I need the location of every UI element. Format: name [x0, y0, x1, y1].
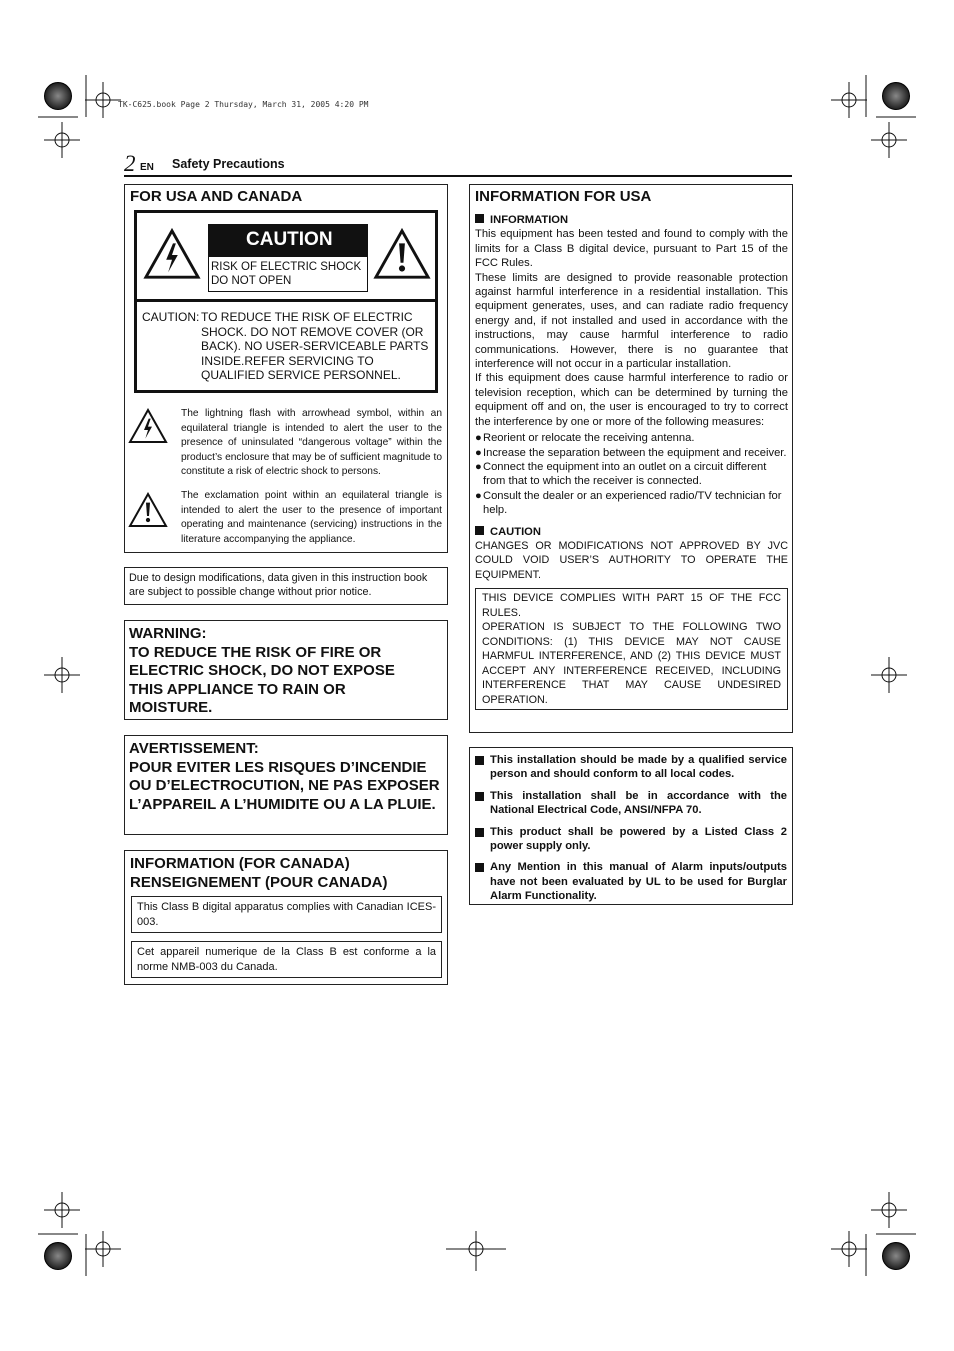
usa-canada-heading: FOR USA AND CANADA — [130, 188, 303, 205]
list-item — [475, 446, 788, 460]
information-subheading — [475, 213, 788, 227]
caution-label-panel — [134, 210, 438, 393]
exclamation-triangle-icon — [373, 227, 431, 281]
bullet-dot-icon: ● — [475, 446, 482, 459]
list-item — [475, 489, 788, 518]
bullet-dot-icon: ● — [475, 460, 482, 473]
list-item-text: Increase the separation between the equipment and receiver. — [483, 446, 787, 459]
fcc-compliance-box — [475, 588, 788, 710]
usa-info-content — [475, 213, 788, 710]
bullet-dot-icon: ● — [475, 489, 482, 502]
warning-label: WARNING: — [129, 625, 207, 642]
canada-fr-box — [131, 941, 442, 978]
fcc-para-2: These limits are designed to provide reasonable protection against harmful interference in a residential installation. This equipment generates, uses, and can radiate radio frequency energy and, if not installed and used in accordance with the instructions, may cause harmful interference to radio communications. However, there is no guarantee that interference will not occur in a particular installation. — [475, 271, 788, 371]
square-bullet-icon — [475, 792, 484, 801]
square-bullet-icon — [475, 756, 484, 765]
avertissement-box — [124, 735, 448, 835]
lightning-small-icon — [128, 408, 168, 444]
canada-fr-text: Cet appareil numerique de la Class B est conforme a la norme NMB-003 du Canada. — [137, 946, 436, 973]
lightning-triangle-icon — [143, 227, 201, 281]
warning-text: TO REDUCE THE RISK OF FIRE OR ELECTRIC SHOCK, DO NOT EXPOSE THIS APPLIANCE TO RAIN OR MOISTURE. — [129, 643, 395, 716]
list-item-text: Reorient or relocate the receiving antenna. — [483, 432, 695, 445]
exclamation-small-icon — [128, 492, 168, 528]
list-item — [475, 789, 787, 818]
measures-list — [475, 431, 788, 517]
usa-info-box — [469, 184, 793, 733]
caution-top-section — [137, 213, 435, 302]
install-notes-box — [469, 747, 793, 905]
list-item — [475, 860, 787, 903]
bullet-dot-icon: ● — [475, 432, 482, 445]
design-note-box — [124, 567, 448, 605]
caution-instruction — [142, 310, 432, 383]
square-bullet-icon — [475, 863, 484, 872]
canada-box — [124, 850, 448, 985]
list-item-text: This installation should be made by a qualified service person and should conform to all local codes. — [490, 754, 787, 781]
information-subheading-label: INFORMATION — [490, 214, 569, 226]
list-item — [475, 431, 788, 445]
list-item-text: Consult the dealer or an experienced radio/TV technician for help. — [483, 489, 782, 517]
caution-instruction-text: TO REDUCE THE RISK OF ELECTRIC SHOCK. DO NOT REMOVE COVER (OR BACK). NO USER-SERVICEABLE PARTS INSIDE.REFER SERVICING TO QUALIFIED SERVICE PERSONNEL. — [201, 310, 429, 382]
design-note-text: Due to design modifications, data given in this instruction book are subject to possible change without prior notice. — [129, 572, 428, 599]
page-lang: EN — [140, 162, 154, 173]
list-item-text: This installation shall be in accordance with the National Electrical Code, ANSI/NFPA 70. — [490, 789, 787, 817]
warning-box — [124, 620, 448, 720]
fcc-para-3: If this equipment does cause harmful interference to radio or television reception, which can be determined by turning the equipment off and on, the user is encouraged to try to correct the interference by one or more of the following measures: — [475, 372, 788, 428]
usa-info-heading: INFORMATION FOR USA — [475, 188, 652, 205]
square-bullet-icon — [475, 526, 484, 535]
caution-title: CAUTION — [208, 224, 368, 256]
caution-instruction-label: CAUTION: — [142, 310, 200, 324]
avertissement-label: AVERTISSEMENT: — [129, 740, 259, 757]
square-bullet-icon — [475, 214, 484, 223]
risk-label — [208, 256, 368, 292]
page-number: 2 — [124, 151, 136, 176]
section-title: Safety Precautions — [172, 157, 285, 171]
canada-en-text: This Class B digital apparatus complies with Canadian ICES-003. — [137, 901, 436, 928]
canada-heading-2: RENSEIGNEMENT (POUR CANADA) — [130, 874, 388, 891]
file-header: TK-C625.book Page 2 Thursday, March 31, 2005 4:20 PM — [118, 100, 369, 109]
canada-heading-1: INFORMATION (FOR CANADA) — [130, 855, 350, 872]
list-item — [475, 753, 787, 782]
risk-line-1: RISK OF ELECTRIC SHOCK — [211, 261, 362, 273]
lightning-description: The lightning flash with arrowhead symbol, within an equilateral triangle is intended to alert the user to the presence of uninsulated “dangerous voltage” within the product’s enclosure that may be of sufficient magnitude to constitute a risk of electric shock to persons. — [181, 408, 442, 477]
page-header — [124, 153, 792, 177]
canada-en-box — [131, 896, 442, 933]
fcc-compliance-line-1: THIS DEVICE COMPLIES WITH PART 15 OF THE FCC RULES. — [482, 592, 781, 619]
risk-line-2: DO NOT OPEN — [211, 275, 292, 287]
list-item-text: Connect the equipment into an outlet on a circuit different from that to which the receiver is connected. — [483, 460, 767, 488]
caution-subheading-label: CAUTION — [490, 525, 541, 538]
list-item-text: This product shall be powered by a Listed Class 2 power supply only. — [490, 825, 787, 853]
fcc-caution-text: CHANGES OR MODIFICATIONS NOT APPROVED BY JVC COULD VOID USER’S AUTHORITY TO OPERATE THE EQUIPMENT. — [475, 539, 788, 581]
exclamation-description: The exclamation point within an equilateral triangle is intended to alert the user to the presence of important operating and maintenance (servicing) instructions in the literature accompanying the appliance. — [181, 490, 442, 545]
fcc-compliance-line-2: OPERATION IS SUBJECT TO THE FOLLOWING TWO CONDITIONS: (1) THIS DEVICE MAY NOT CAUSE HARMFUL INTERFERENCE, AND (2) THIS DEVICE MUST ACCEPT ANY INTERFERENCE RECEIVED, INCLUDING INTERFERENCE THAT MAY CAUSE UNDESIRED OPERATION. — [482, 621, 781, 706]
caution-subheading — [475, 525, 788, 539]
list-item — [475, 825, 787, 854]
fcc-para-1: This equipment has been tested and found to comply with the limits for a Class B digital device, pursuant to Part 15 of the FCC Rules. — [475, 228, 788, 270]
square-bullet-icon — [475, 828, 484, 837]
avertissement-text: POUR EVITER LES RISQUES D’INCENDIE OU D’ELECTROCUTION, NE PAS EXPOSER L’APPAREIL A L’HUMIDITE OU A LA PLUIE. — [129, 758, 440, 813]
list-item — [475, 460, 788, 489]
usa-canada-box — [124, 184, 448, 553]
list-item-text: Any Mention in this manual of Alarm inputs/outputs have not been evaluated by UL to be used for Burglar Alarm Functionality. — [490, 861, 787, 903]
